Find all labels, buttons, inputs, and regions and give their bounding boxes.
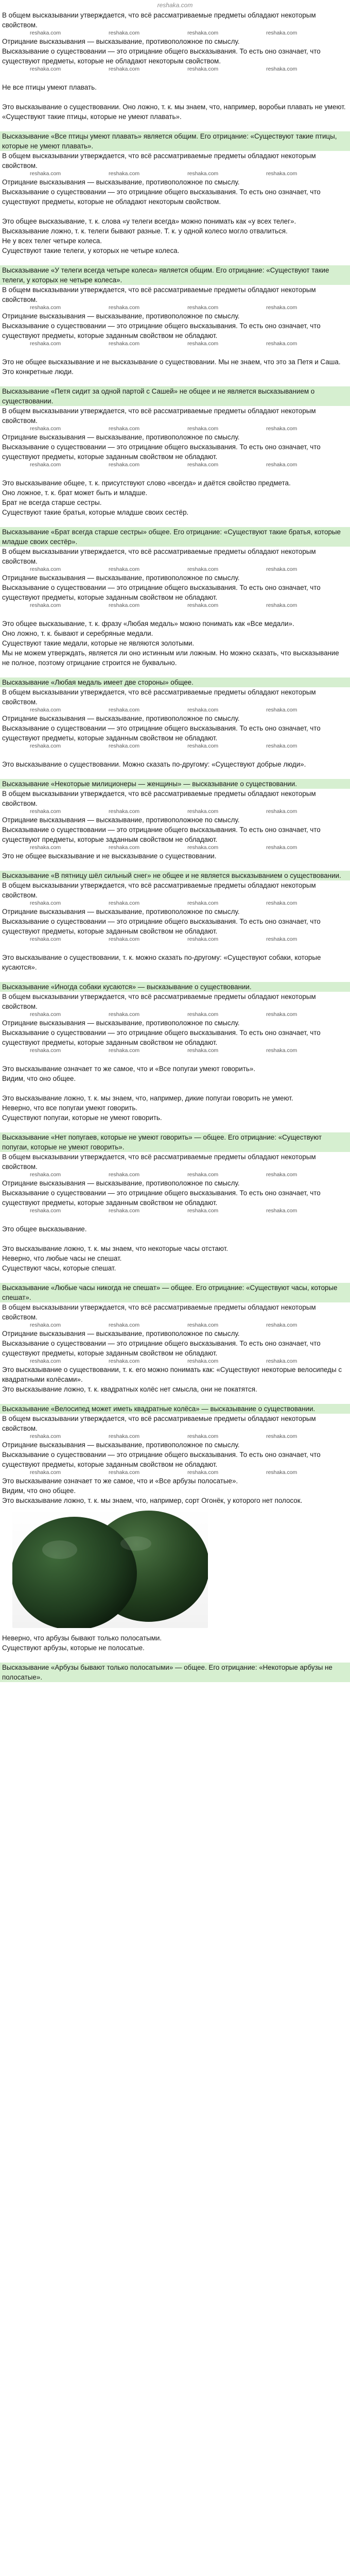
watermark-row <box>2 1047 348 1054</box>
paragraph: Оно ложно, т. к. бывают и серебряные медали. <box>2 630 153 637</box>
watermark-text: reshaka.com <box>187 1433 219 1439</box>
spacer <box>2 1653 348 1663</box>
watermark-text: reshaka.com <box>30 1358 61 1364</box>
watermark-text: reshaka.com <box>266 936 297 942</box>
spacer <box>2 517 348 527</box>
watermark-text: reshaka.com <box>187 1469 219 1476</box>
paragraph: Это высказывание о существовании, т. к. его можно понимать как: «Существуют некоторые велосипеды с квадратными колёсами». <box>2 1366 342 1383</box>
paragraph: Высказывание о существовании — это отрицание общего высказывания. То есть оно означает, что существуют предметы, которые заданным свойством не обладают. <box>2 584 321 601</box>
paragraph: Отрицание высказывания — высказывание, противоположное по смыслу. <box>2 574 240 582</box>
spacer <box>2 1394 348 1404</box>
watermark-row <box>2 171 348 177</box>
watermark-text: reshaka.com <box>266 900 297 906</box>
watermark-text: reshaka.com <box>109 1011 140 1018</box>
watermark-text: reshaka.com <box>109 1433 140 1439</box>
watermark-row <box>2 1433 348 1440</box>
paragraph: Это высказывание о существовании, т. к. можно сказать по-другому: «Существуют собаки, которые кусаются». <box>2 954 321 971</box>
paragraph: В общем высказывании утверждается, что всё рассматриваемые предметы обладают некоторым свойством. <box>2 1303 316 1321</box>
watermelon-image <box>12 1509 208 1628</box>
watermark-text: reshaka.com <box>109 341 140 347</box>
watermark-text: reshaka.com <box>30 602 61 608</box>
watermark-text: reshaka.com <box>109 602 140 608</box>
paragraph: Это общее высказывание, т. к. фразу «Любая медаль» можно понимать как «Все медали». <box>2 620 294 628</box>
spacer <box>2 73 348 82</box>
answer-highlight: Высказывание «Все птицы умеют плавать» является общим. Его отрицание: «Существуют такие птицы, которые не умеют плавать». <box>0 131 350 151</box>
paragraph: Это высказывание о существовании. Можно сказать по-другому: «Существуют добрые люди». <box>2 760 306 768</box>
paragraph: Существуют часы, которые спешат. <box>2 1264 116 1272</box>
watermark-text: reshaka.com <box>30 707 61 713</box>
watermark-text: reshaka.com <box>109 426 140 432</box>
paragraph: Видим, что оно общее. <box>2 1487 76 1495</box>
watermark-row <box>2 304 348 311</box>
watermark-text: reshaka.com <box>266 707 297 713</box>
watermark-text: reshaka.com <box>30 66 61 72</box>
watermark-text: reshaka.com <box>109 844 140 851</box>
paragraph: В общем высказывании утверждается, что всё рассматриваемые предметы обладают некоторым свойством. <box>2 152 316 170</box>
watermark-text: reshaka.com <box>187 341 219 347</box>
spacer <box>2 750 348 759</box>
paragraph: В общем высказывании утверждается, что всё рассматриваемые предметы обладают некоторым свойством. <box>2 688 316 706</box>
answer-highlight: Высказывание «Петя сидит за одной партой с Сашей» не общее и не является высказыванием о существовании. <box>0 386 350 406</box>
watermark-row <box>2 707 348 714</box>
watermark-row <box>2 602 348 609</box>
watermark-text: reshaka.com <box>187 707 219 713</box>
watermark-row <box>2 1011 348 1018</box>
answer-highlight: Высказывание «Нет попугаев, которые не умеют говорить» — общее. Его отрицание: «Существуют попугаи, которые не умеют говорить». <box>0 1132 350 1152</box>
watermark-row <box>2 900 348 907</box>
solution-content <box>0 10 350 1682</box>
watermark-text: reshaka.com <box>266 602 297 608</box>
watermark-row <box>2 1208 348 1214</box>
watermark-text: reshaka.com <box>187 30 219 36</box>
watermark-text: reshaka.com <box>187 1172 219 1178</box>
watermark-text: reshaka.com <box>187 1322 219 1328</box>
paragraph: Высказывание о существовании — это отрицание общего высказывания. То есть оно означает, что существуют предметы, которые заданным свойством не обладают. <box>2 443 321 461</box>
watermark-text: reshaka.com <box>187 602 219 608</box>
watermark-text: reshaka.com <box>187 743 219 749</box>
watermark-text: reshaka.com <box>187 1358 219 1364</box>
paragraph: Отрицание высказывания — высказывание, противоположное по смыслу. <box>2 816 240 824</box>
watermark-text: reshaka.com <box>109 30 140 36</box>
spacer <box>2 668 348 677</box>
watermark-text: reshaka.com <box>109 808 140 815</box>
paragraph: Отрицание высказывания — высказывание, противоположное по смыслу. <box>2 1019 240 1027</box>
watermark-text: reshaka.com <box>266 171 297 177</box>
watermark-text: reshaka.com <box>109 171 140 177</box>
paragraph: Мы не можем утверждать, является ли оно истинным или ложным. Но можно сказать, что высказывание не полное, поэтому отрицание строится не буквально. <box>2 649 339 667</box>
paragraph: Отрицание высказывания — высказывание, противоположное по смыслу. <box>2 433 240 441</box>
watermark-text: reshaka.com <box>266 462 297 468</box>
watermark-text: reshaka.com <box>187 66 219 72</box>
paragraph: В общем высказывании утверждается, что всё рассматриваемые предметы обладают некоторым свойством. <box>2 1415 316 1432</box>
paragraph: Высказывание о существовании — это отрицание общего высказывания. То есть оно означает, что существуют предметы, которые заданным свойством не обладают. <box>2 826 321 843</box>
paragraph: Это высказывание ложно, т. к. мы знаем, что, например, дикие попугаи говорить не умеют. <box>2 1094 293 1102</box>
paragraph: Не все птицы умеют плавать. <box>2 83 97 91</box>
site-logo[interactable]: reshaka.com <box>157 2 193 9</box>
answer-highlight: Высказывание «В пятницу шёл сильный снег» не общее и не является высказыванием о существовании. <box>0 871 350 880</box>
watermark-text: reshaka.com <box>109 1358 140 1364</box>
paragraph: Это высказывание ложно, т. к. мы знаем, что, например, сорт Огонёк, у которого нет полосок. <box>2 1497 303 1504</box>
answer-highlight: Высказывание «Арбузы бывают только полосатыми» — общее. Его отрицание: «Некоторые арбузы не полосатые». <box>0 1663 350 1682</box>
watermark-text: reshaka.com <box>266 30 297 36</box>
answer-highlight: Высказывание «Иногда собаки кусаются» — высказывание о существовании. <box>0 982 350 992</box>
paragraph: Высказывание о существовании — это отрицание общего высказывания. То есть оно означает, что существуют предметы, которые заданным свойством не обладают. <box>2 1340 321 1357</box>
paragraph: Это высказывание означает то же самое, что и «Все арбузы полосатые». <box>2 1477 238 1485</box>
watermark-text: reshaka.com <box>266 1172 297 1178</box>
watermark-text: reshaka.com <box>30 844 61 851</box>
watermark-row <box>2 566 348 573</box>
watermark-text: reshaka.com <box>109 743 140 749</box>
spacer <box>2 769 348 779</box>
spacer <box>2 92 348 102</box>
paragraph: Существуют арбузы, которые не полосатые. <box>2 1644 145 1652</box>
watermark-text: reshaka.com <box>109 936 140 942</box>
watermark-text: reshaka.com <box>266 341 297 347</box>
paragraph: В общем высказывании утверждается, что всё рассматриваемые предметы обладают некоторым свойством. <box>2 407 316 425</box>
answer-highlight: Высказывание «Любая медаль имеет две стороны» общее. <box>0 677 350 687</box>
answer-highlight: Высказывание «Велосипед может иметь квадратные колёса» — высказывание о существовании. <box>0 1404 350 1414</box>
watermark-text: reshaka.com <box>109 1322 140 1328</box>
paragraph: В общем высказывании утверждается, что всё рассматриваемые предметы обладают некоторым свойством. <box>2 790 316 807</box>
watermark-text: reshaka.com <box>266 1047 297 1054</box>
watermark-text: reshaka.com <box>266 1208 297 1214</box>
watermark-row <box>2 30 348 37</box>
paragraph: Отрицание высказывания — высказывание, противоположное по смыслу. <box>2 312 240 320</box>
watermark-row <box>2 844 348 851</box>
watermark-text: reshaka.com <box>30 462 61 468</box>
watermark-text: reshaka.com <box>30 743 61 749</box>
spacer <box>2 468 348 478</box>
paragraph: «Существуют такие птицы, которые не умеют плавать». <box>2 113 182 121</box>
paragraph: Это высказывание о существовании. Оно ложно, т. к. мы знаем, что, например, воробьи плавать не умеют. <box>2 103 346 111</box>
watermark-text: reshaka.com <box>266 1358 297 1364</box>
watermark-text: reshaka.com <box>30 1172 61 1178</box>
paragraph: Высказывание о существовании — это отрицание общего высказывания. То есть оно означает, что существуют предметы, которые заданным свойством не обладают. <box>2 918 321 935</box>
paragraph: Высказывание ложно, т. к. телеги бывают разные. Т. к. у одной колесо могло отвалиться. <box>2 227 288 235</box>
watermark-row <box>2 808 348 815</box>
paragraph: В общем высказывании утверждается, что всё рассматриваемые предметы обладают некоторым свойством. <box>2 1153 316 1171</box>
watermark-text: reshaka.com <box>30 341 61 347</box>
watermark-text: reshaka.com <box>266 1011 297 1018</box>
paragraph: Высказывание о существовании — это отрицание общего высказывания. То есть оно означает, что существуют предметы, которые заданным свойством не обладают. <box>2 724 321 742</box>
spacer <box>2 347 348 357</box>
answer-highlight: Высказывание «Некоторые милиционеры — женщины» — высказывание о существовании. <box>0 779 350 789</box>
paragraph: Высказывание о существовании — это отрицание общего высказывания. То есть оно означает, что существуют предметы, которые не обладают некоторым свойством. <box>2 47 321 65</box>
watermark-text: reshaka.com <box>109 900 140 906</box>
watermark-text: reshaka.com <box>187 900 219 906</box>
paragraph: Неверно, что все попугаи умеют говорить. <box>2 1104 138 1112</box>
paragraph: Это высказывание означает то же самое, что и «Все попугаи умеют говорить». <box>2 1065 255 1073</box>
watermark-text: reshaka.com <box>109 1172 140 1178</box>
paragraph: Это высказывание общее, т. к. присутствуют слово «всегда» и даётся свойство предмета. <box>2 479 291 487</box>
watermark-text: reshaka.com <box>30 566 61 572</box>
watermark-text: reshaka.com <box>266 566 297 572</box>
spacer <box>2 861 348 871</box>
watermark-text: reshaka.com <box>30 808 61 815</box>
answer-highlight: Высказывание «У телеги всегда четыре колеса» является общим. Его отрицание: «Существуют такие телеги, у которых не четыре колеса». <box>0 265 350 285</box>
watermark-row <box>2 341 348 347</box>
paragraph: Неверно, что любые часы не спешат. <box>2 1255 122 1262</box>
watermark-text: reshaka.com <box>187 808 219 815</box>
watermark-text: reshaka.com <box>109 1469 140 1476</box>
watermark-text: reshaka.com <box>266 1322 297 1328</box>
paragraph: Существуют такие медали, которые не являются золотыми. <box>2 639 195 647</box>
watermark-row <box>2 1469 348 1476</box>
watermark-text: reshaka.com <box>30 30 61 36</box>
paragraph: В общем высказывании утверждается, что всё рассматриваемые предметы обладают некоторым свойством. <box>2 548 316 565</box>
paragraph: Оно ложное, т. к. брат может быть и младше. <box>2 489 148 497</box>
paragraph: Высказывание о существовании — это отрицание общего высказывания. То есть оно означает, что существуют предметы, которые заданным свойством не обладают. <box>2 322 321 340</box>
paragraph: Отрицание высказывания — высказывание, противоположное по смыслу. <box>2 1179 240 1187</box>
spacer <box>2 207 348 216</box>
paragraph: Это не общее высказывание и не высказывание о существовании. Мы не знаем, что это за Петя и Саша. Это конкретные люди. <box>2 358 341 376</box>
paragraph: В общем высказывании утверждается, что всё рассматриваемые предметы обладают некоторым свойством. <box>2 882 316 899</box>
watermark-text: reshaka.com <box>266 844 297 851</box>
watermark-text: reshaka.com <box>30 1322 61 1328</box>
watermark-text: reshaka.com <box>187 566 219 572</box>
watermelon-photo <box>12 1509 208 1628</box>
watermark-text: reshaka.com <box>187 304 219 311</box>
spacer <box>2 1083 348 1093</box>
spacer <box>2 1234 348 1244</box>
watermark-text: reshaka.com <box>109 1208 140 1214</box>
watermark-row <box>2 426 348 432</box>
watermark-text: reshaka.com <box>30 936 61 942</box>
watermark-text: reshaka.com <box>266 1433 297 1439</box>
spacer <box>2 377 348 386</box>
paragraph: В общем высказывании утверждается, что всё рассматриваемые предметы обладают некоторым свойством. <box>2 11 316 29</box>
watermark-text: reshaka.com <box>30 1469 61 1476</box>
paragraph: Отрицание высказывания — высказывание, противоположное по смыслу. <box>2 715 240 722</box>
paragraph: В общем высказывании утверждается, что всё рассматриваемые предметы обладают некоторым свойством. <box>2 993 316 1010</box>
watermark-text: reshaka.com <box>30 900 61 906</box>
answer-highlight: Высказывание «Любые часы никогда не спешат» — общее. Его отрицание: «Существуют часы, которые спешат». <box>0 1283 350 1302</box>
paragraph: Существуют такие братья, которые младше своих сестёр. <box>2 509 189 516</box>
watermark-text: reshaka.com <box>109 304 140 311</box>
paragraph: Неверно, что арбузы бывают только полосатыми. <box>2 1634 162 1642</box>
watermark-text: reshaka.com <box>30 171 61 177</box>
spacer <box>2 1273 348 1283</box>
watermark-text: reshaka.com <box>109 462 140 468</box>
paragraph: Это высказывание ложно, т. к. квадратных колёс нет смысла, они не покатятся. <box>2 1385 257 1393</box>
watermark-row <box>2 462 348 468</box>
watermark-text: reshaka.com <box>187 426 219 432</box>
watermark-text: reshaka.com <box>30 1208 61 1214</box>
spacer <box>2 1054 348 1064</box>
watermark-text: reshaka.com <box>187 1047 219 1054</box>
watermark-text: reshaka.com <box>266 808 297 815</box>
watermark-text: reshaka.com <box>187 1208 219 1214</box>
watermark-text: reshaka.com <box>266 743 297 749</box>
paragraph: Это высказывание ложно, т. к. мы знаем, что некоторые часы отстают. <box>2 1245 229 1252</box>
answer-highlight: Высказывание «Брат всегда старше сестры» общее. Его отрицание: «Существуют такие братья, которые младше своих сестёр». <box>0 527 350 547</box>
watermark-text: reshaka.com <box>109 1047 140 1054</box>
watermark-text: reshaka.com <box>30 1433 61 1439</box>
watermark-row <box>2 66 348 73</box>
watermark-text: reshaka.com <box>109 707 140 713</box>
watermark-text: reshaka.com <box>30 1011 61 1018</box>
spacer <box>2 1123 348 1132</box>
paragraph: Отрицание высказывания — высказывание, противоположное по смыслу. <box>2 178 240 186</box>
watermark-text: reshaka.com <box>30 426 61 432</box>
watermark-text: reshaka.com <box>187 171 219 177</box>
paragraph: Отрицание высказывания — высказывание, противоположное по смыслу. <box>2 38 240 45</box>
paragraph: Видим, что оно общее. <box>2 1075 76 1082</box>
paragraph: Это общее высказывание. <box>2 1225 87 1233</box>
watermark-text: reshaka.com <box>187 462 219 468</box>
watermark-text: reshaka.com <box>266 426 297 432</box>
paragraph: Существуют попугаи, которые не умеют говорить. <box>2 1114 162 1122</box>
watermark-text: reshaka.com <box>266 66 297 72</box>
watermark-row <box>2 1322 348 1329</box>
spacer <box>2 943 348 953</box>
spacer <box>2 609 348 619</box>
paragraph: Отрицание высказывания — высказывание, противоположное по смыслу. <box>2 908 240 916</box>
watermark-text: reshaka.com <box>266 304 297 311</box>
watermark-text: reshaka.com <box>109 66 140 72</box>
paragraph: Брат не всегда старше сестры. <box>2 499 102 506</box>
watermark-text: reshaka.com <box>266 1469 297 1476</box>
watermark-text: reshaka.com <box>187 844 219 851</box>
watermark-text: reshaka.com <box>109 566 140 572</box>
paragraph: Высказывание о существовании — это отрицание общего высказывания. То есть оно означает, что существуют предметы, которые заданным свойством не обладают. <box>2 1029 321 1046</box>
paragraph: В общем высказывании утверждается, что всё рассматриваемые предметы обладают некоторым свойством. <box>2 286 316 303</box>
watermark-text: reshaka.com <box>30 304 61 311</box>
paragraph: Это общее высказывание, т. к. слова «у телеги всегда» можно понимать как «у всех телег». <box>2 217 296 225</box>
paragraph: Существуют такие телеги, у которых не четыре колеса. <box>2 247 180 255</box>
watermark-row <box>2 936 348 943</box>
spacer <box>2 256 348 265</box>
paragraph: Отрицание высказывания — высказывание, противоположное по смыслу. <box>2 1441 240 1449</box>
paragraph: Не у всех телег четыре колеса. <box>2 237 102 245</box>
spacer <box>2 972 348 982</box>
spacer <box>2 1214 348 1224</box>
watermark-row <box>2 743 348 750</box>
watermark-text: reshaka.com <box>187 1011 219 1018</box>
paragraph: Высказывание о существовании — это отрицание общего высказывания. То есть оно означает, что существуют предметы, которые заданным свойством не обладают. <box>2 1189 321 1207</box>
spacer <box>2 122 348 131</box>
watermark-row <box>2 1172 348 1178</box>
paragraph: Это не общее высказывание и не высказывание о существовании. <box>2 852 217 860</box>
paragraph: Высказывание о существовании — это отрицание общего высказывания. То есть оно означает, что существуют предметы, которые заданным свойством не обладают. <box>2 1451 321 1468</box>
watermark-text: reshaka.com <box>30 1047 61 1054</box>
paragraph: Отрицание высказывания — высказывание, противоположное по смыслу. <box>2 1330 240 1337</box>
watermark-text: reshaka.com <box>187 936 219 942</box>
paragraph: Высказывание о существовании — это отрицание общего высказывания. То есть оно означает, что существуют предметы, которые не обладают некоторым свойством. <box>2 188 321 206</box>
watermark-row <box>2 1358 348 1365</box>
